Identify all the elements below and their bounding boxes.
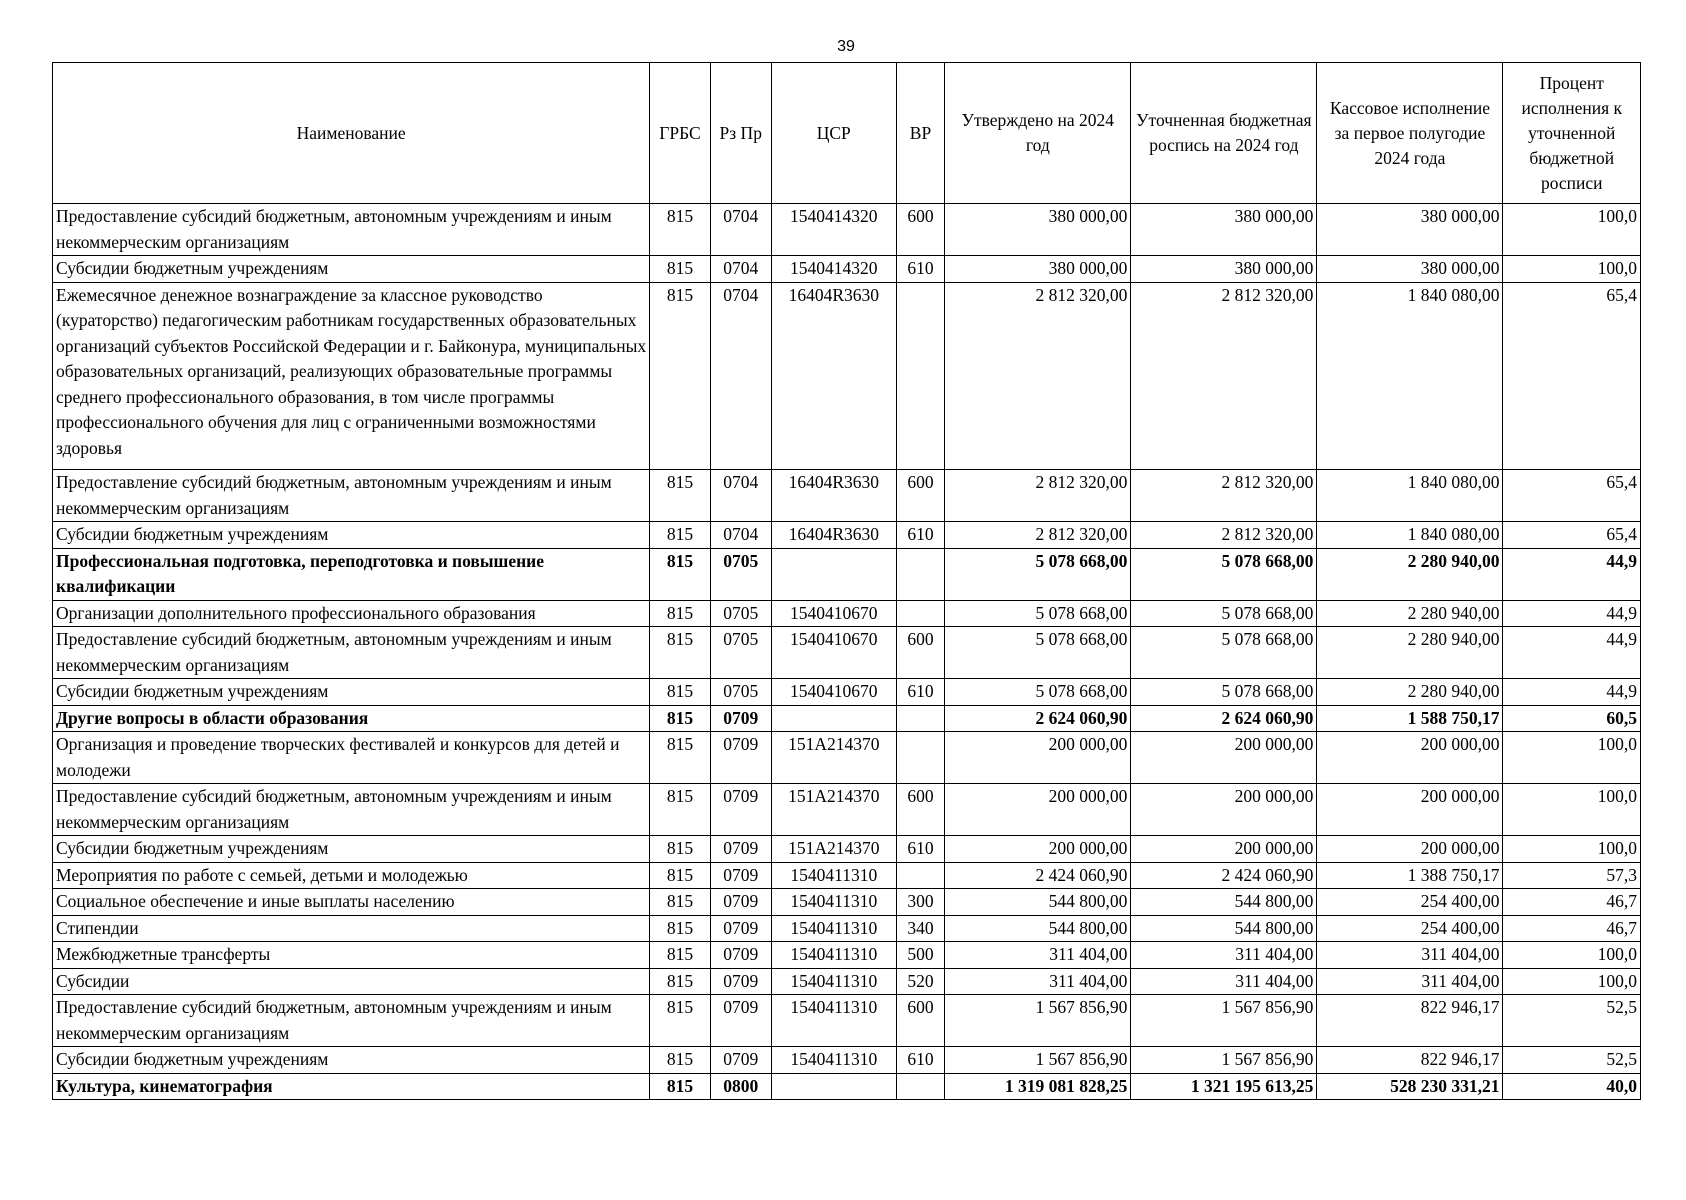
cell-name: Предоставление субсидий бюджетным, автономным учреждениям и иным некоммерческим организациям [53, 470, 650, 522]
cell-vr: 610 [896, 256, 945, 283]
cell-cash: 380 000,00 [1317, 256, 1503, 283]
cell-cash: 2 280 940,00 [1317, 548, 1503, 600]
cell-percent: 100,0 [1503, 942, 1641, 969]
cell-refined: 544 800,00 [1131, 889, 1317, 916]
cell-approved: 200 000,00 [945, 784, 1131, 836]
cell-refined: 1 567 856,90 [1131, 995, 1317, 1047]
cell-rzpr: 0709 [710, 732, 771, 784]
cell-approved: 200 000,00 [945, 836, 1131, 863]
budget-execution-table [52, 62, 1641, 1100]
column-header-vr: ВР [896, 63, 945, 204]
cell-percent: 40,0 [1503, 1073, 1641, 1100]
cell-csr: 1540411310 [771, 968, 896, 995]
cell-grbs: 815 [650, 627, 710, 679]
cell-csr [771, 705, 896, 732]
cell-refined: 380 000,00 [1131, 256, 1317, 283]
table-body [53, 204, 1641, 1100]
table-row [53, 784, 1641, 836]
cell-refined: 200 000,00 [1131, 784, 1317, 836]
cell-cash: 2 280 940,00 [1317, 679, 1503, 706]
cell-grbs: 815 [650, 784, 710, 836]
table-row [53, 470, 1641, 522]
cell-approved: 5 078 668,00 [945, 548, 1131, 600]
cell-approved: 200 000,00 [945, 732, 1131, 784]
cell-percent: 65,4 [1503, 282, 1641, 470]
cell-grbs: 815 [650, 282, 710, 470]
column-header-rzpr: Рз Пр [710, 63, 771, 204]
cell-vr: 600 [896, 995, 945, 1047]
cell-csr: 16404R3630 [771, 470, 896, 522]
cell-cash: 2 280 940,00 [1317, 600, 1503, 627]
cell-cash: 1 840 080,00 [1317, 470, 1503, 522]
cell-grbs: 815 [650, 968, 710, 995]
table-row [53, 548, 1641, 600]
cell-cash: 380 000,00 [1317, 204, 1503, 256]
column-header-grbs: ГРБС [650, 63, 710, 204]
cell-vr: 600 [896, 784, 945, 836]
cell-cash: 200 000,00 [1317, 732, 1503, 784]
table-row [53, 204, 1641, 256]
cell-approved: 1 567 856,90 [945, 1047, 1131, 1074]
cell-cash: 200 000,00 [1317, 836, 1503, 863]
cell-grbs: 815 [650, 889, 710, 916]
table-header-row [53, 63, 1641, 204]
table-row [53, 600, 1641, 627]
cell-csr: 1540411310 [771, 915, 896, 942]
cell-csr: 1540411310 [771, 1047, 896, 1074]
cell-rzpr: 0709 [710, 705, 771, 732]
cell-cash: 1 588 750,17 [1317, 705, 1503, 732]
cell-name: Субсидии [53, 968, 650, 995]
cell-approved: 380 000,00 [945, 204, 1131, 256]
column-header-name: Наименование [53, 63, 650, 204]
cell-vr [896, 705, 945, 732]
cell-refined: 200 000,00 [1131, 836, 1317, 863]
cell-csr: 1540414320 [771, 204, 896, 256]
cell-percent: 44,9 [1503, 548, 1641, 600]
cell-vr: 500 [896, 942, 945, 969]
cell-vr [896, 732, 945, 784]
cell-percent: 44,9 [1503, 679, 1641, 706]
cell-percent: 100,0 [1503, 784, 1641, 836]
cell-name: Предоставление субсидий бюджетным, автономным учреждениям и иным некоммерческим организациям [53, 784, 650, 836]
cell-name: Организации дополнительного профессионального образования [53, 600, 650, 627]
cell-percent: 100,0 [1503, 968, 1641, 995]
cell-refined: 5 078 668,00 [1131, 627, 1317, 679]
cell-vr: 520 [896, 968, 945, 995]
cell-cash: 200 000,00 [1317, 784, 1503, 836]
cell-rzpr: 0705 [710, 627, 771, 679]
cell-vr: 610 [896, 1047, 945, 1074]
table-row [53, 679, 1641, 706]
cell-csr [771, 548, 896, 600]
table-row [53, 1047, 1641, 1074]
cell-cash: 822 946,17 [1317, 1047, 1503, 1074]
table-row [53, 522, 1641, 549]
cell-refined: 311 404,00 [1131, 968, 1317, 995]
cell-grbs: 815 [650, 995, 710, 1047]
cell-rzpr: 0705 [710, 679, 771, 706]
cell-csr [771, 1073, 896, 1100]
cell-approved: 5 078 668,00 [945, 600, 1131, 627]
column-header-approved: Утверждено на 2024 год [945, 63, 1131, 204]
cell-percent: 46,7 [1503, 915, 1641, 942]
cell-csr: 1540414320 [771, 256, 896, 283]
cell-refined: 200 000,00 [1131, 732, 1317, 784]
cell-rzpr: 0709 [710, 784, 771, 836]
cell-csr: 1540411310 [771, 995, 896, 1047]
cell-grbs: 815 [650, 679, 710, 706]
cell-approved: 1 319 081 828,25 [945, 1073, 1131, 1100]
cell-name: Профессиональная подготовка, переподготовка и повышение квалификации [53, 548, 650, 600]
cell-percent: 100,0 [1503, 204, 1641, 256]
cell-name: Субсидии бюджетным учреждениям [53, 679, 650, 706]
cell-refined: 1 567 856,90 [1131, 1047, 1317, 1074]
cell-name: Межбюджетные трансферты [53, 942, 650, 969]
cell-refined: 2 812 320,00 [1131, 282, 1317, 470]
cell-cash: 311 404,00 [1317, 968, 1503, 995]
cell-approved: 544 800,00 [945, 889, 1131, 916]
table-row [53, 968, 1641, 995]
cell-rzpr: 0704 [710, 282, 771, 470]
cell-grbs: 815 [650, 915, 710, 942]
cell-cash: 1 840 080,00 [1317, 522, 1503, 549]
cell-vr: 610 [896, 836, 945, 863]
cell-csr: 1540410670 [771, 600, 896, 627]
column-header-refined: Уточненная бюджетная роспись на 2024 год [1131, 63, 1317, 204]
cell-percent: 44,9 [1503, 600, 1641, 627]
cell-name: Культура, кинематография [53, 1073, 650, 1100]
cell-refined: 2 424 060,90 [1131, 862, 1317, 889]
cell-name: Субсидии бюджетным учреждениям [53, 522, 650, 549]
cell-rzpr: 0709 [710, 1047, 771, 1074]
cell-approved: 2 812 320,00 [945, 282, 1131, 470]
cell-refined: 5 078 668,00 [1131, 548, 1317, 600]
cell-csr: 1540410670 [771, 679, 896, 706]
cell-percent: 44,9 [1503, 627, 1641, 679]
cell-vr [896, 600, 945, 627]
cell-grbs: 815 [650, 522, 710, 549]
cell-rzpr: 0709 [710, 862, 771, 889]
cell-cash: 254 400,00 [1317, 889, 1503, 916]
cell-rzpr: 0709 [710, 889, 771, 916]
cell-grbs: 815 [650, 705, 710, 732]
cell-csr: 1540411310 [771, 862, 896, 889]
cell-grbs: 815 [650, 862, 710, 889]
cell-rzpr: 0709 [710, 915, 771, 942]
cell-vr [896, 282, 945, 470]
cell-name: Субсидии бюджетным учреждениям [53, 836, 650, 863]
cell-vr: 610 [896, 679, 945, 706]
cell-vr [896, 862, 945, 889]
table-row [53, 282, 1641, 470]
column-header-csr: ЦСР [771, 63, 896, 204]
table-row [53, 942, 1641, 969]
cell-refined: 5 078 668,00 [1131, 679, 1317, 706]
cell-rzpr: 0705 [710, 600, 771, 627]
table-row [53, 889, 1641, 916]
cell-approved: 544 800,00 [945, 915, 1131, 942]
cell-grbs: 815 [650, 600, 710, 627]
cell-percent: 65,4 [1503, 522, 1641, 549]
cell-percent: 100,0 [1503, 732, 1641, 784]
cell-name: Социальное обеспечение и иные выплаты населению [53, 889, 650, 916]
cell-grbs: 815 [650, 732, 710, 784]
cell-rzpr: 0704 [710, 256, 771, 283]
cell-vr [896, 1073, 945, 1100]
cell-approved: 2 424 060,90 [945, 862, 1131, 889]
cell-name: Мероприятия по работе с семьей, детьми и молодежью [53, 862, 650, 889]
cell-percent: 52,5 [1503, 995, 1641, 1047]
cell-refined: 2 624 060,90 [1131, 705, 1317, 732]
cell-rzpr: 0709 [710, 995, 771, 1047]
table-row [53, 915, 1641, 942]
cell-approved: 380 000,00 [945, 256, 1131, 283]
cell-rzpr: 0800 [710, 1073, 771, 1100]
cell-refined: 2 812 320,00 [1131, 522, 1317, 549]
cell-vr: 610 [896, 522, 945, 549]
cell-csr: 151А214370 [771, 836, 896, 863]
column-header-percent: Процент исполнения к уточненной бюджетной росписи [1503, 63, 1641, 204]
cell-rzpr: 0709 [710, 968, 771, 995]
cell-percent: 52,5 [1503, 1047, 1641, 1074]
table-row [53, 256, 1641, 283]
cell-rzpr: 0709 [710, 942, 771, 969]
cell-grbs: 815 [650, 204, 710, 256]
cell-refined: 380 000,00 [1131, 204, 1317, 256]
cell-vr: 340 [896, 915, 945, 942]
cell-csr: 151А214370 [771, 732, 896, 784]
cell-cash: 254 400,00 [1317, 915, 1503, 942]
cell-rzpr: 0704 [710, 522, 771, 549]
cell-percent: 100,0 [1503, 256, 1641, 283]
cell-percent: 46,7 [1503, 889, 1641, 916]
table-row [53, 862, 1641, 889]
cell-cash: 822 946,17 [1317, 995, 1503, 1047]
cell-grbs: 815 [650, 470, 710, 522]
cell-grbs: 815 [650, 1073, 710, 1100]
cell-csr: 1540411310 [771, 889, 896, 916]
cell-name: Субсидии бюджетным учреждениям [53, 256, 650, 283]
cell-approved: 311 404,00 [945, 942, 1131, 969]
cell-grbs: 815 [650, 548, 710, 600]
cell-refined: 2 812 320,00 [1131, 470, 1317, 522]
cell-grbs: 815 [650, 256, 710, 283]
cell-approved: 2 624 060,90 [945, 705, 1131, 732]
table-row [53, 995, 1641, 1047]
cell-rzpr: 0704 [710, 204, 771, 256]
cell-name: Предоставление субсидий бюджетным, автономным учреждениям и иным некоммерческим организациям [53, 995, 650, 1047]
cell-name: Предоставление субсидий бюджетным, автономным учреждениям и иным некоммерческим организациям [53, 204, 650, 256]
cell-approved: 1 567 856,90 [945, 995, 1131, 1047]
cell-cash: 528 230 331,21 [1317, 1073, 1503, 1100]
cell-name: Организация и проведение творческих фестивалей и конкурсов для детей и молодежи [53, 732, 650, 784]
cell-refined: 544 800,00 [1131, 915, 1317, 942]
cell-vr: 300 [896, 889, 945, 916]
cell-cash: 1 388 750,17 [1317, 862, 1503, 889]
cell-grbs: 815 [650, 942, 710, 969]
cell-approved: 2 812 320,00 [945, 522, 1131, 549]
cell-refined: 5 078 668,00 [1131, 600, 1317, 627]
cell-csr: 1540410670 [771, 627, 896, 679]
cell-percent: 57,3 [1503, 862, 1641, 889]
cell-refined: 1 321 195 613,25 [1131, 1073, 1317, 1100]
table-row [53, 732, 1641, 784]
cell-name: Предоставление субсидий бюджетным, автономным учреждениям и иным некоммерческим организациям [53, 627, 650, 679]
cell-percent: 65,4 [1503, 470, 1641, 522]
cell-vr: 600 [896, 627, 945, 679]
cell-approved: 5 078 668,00 [945, 627, 1131, 679]
cell-csr: 16404R3630 [771, 522, 896, 549]
cell-vr: 600 [896, 204, 945, 256]
cell-approved: 5 078 668,00 [945, 679, 1131, 706]
table-row [53, 627, 1641, 679]
table-row [53, 705, 1641, 732]
cell-grbs: 815 [650, 1047, 710, 1074]
cell-percent: 100,0 [1503, 836, 1641, 863]
cell-csr: 16404R3630 [771, 282, 896, 470]
cell-vr: 600 [896, 470, 945, 522]
cell-rzpr: 0705 [710, 548, 771, 600]
cell-cash: 2 280 940,00 [1317, 627, 1503, 679]
cell-name: Ежемесячное денежное вознаграждение за классное руководство (кураторство) педагогическим работникам государственных образовательных организаций субъектов Российской Федерации и г. Байконура, муниципальных образовательных организаций, реализующих образовательные программы среднего профессионального образования, в том числе программы профессионального обучения для лиц с ограниченными возможностями здоровья [53, 282, 650, 470]
table-row [53, 836, 1641, 863]
cell-refined: 311 404,00 [1131, 942, 1317, 969]
cell-approved: 2 812 320,00 [945, 470, 1131, 522]
cell-rzpr: 0704 [710, 470, 771, 522]
cell-vr [896, 548, 945, 600]
cell-cash: 311 404,00 [1317, 942, 1503, 969]
cell-name: Субсидии бюджетным учреждениям [53, 1047, 650, 1074]
column-header-cash: Кассовое исполнение за первое полугодие 2024 года [1317, 63, 1503, 204]
cell-csr: 151А214370 [771, 784, 896, 836]
cell-name: Стипендии [53, 915, 650, 942]
cell-cash: 1 840 080,00 [1317, 282, 1503, 470]
cell-csr: 1540411310 [771, 942, 896, 969]
cell-percent: 60,5 [1503, 705, 1641, 732]
cell-rzpr: 0709 [710, 836, 771, 863]
page-number: 39 [837, 38, 855, 55]
cell-approved: 311 404,00 [945, 968, 1131, 995]
cell-grbs: 815 [650, 836, 710, 863]
table-row [53, 1073, 1641, 1100]
cell-name: Другие вопросы в области образования [53, 705, 650, 732]
